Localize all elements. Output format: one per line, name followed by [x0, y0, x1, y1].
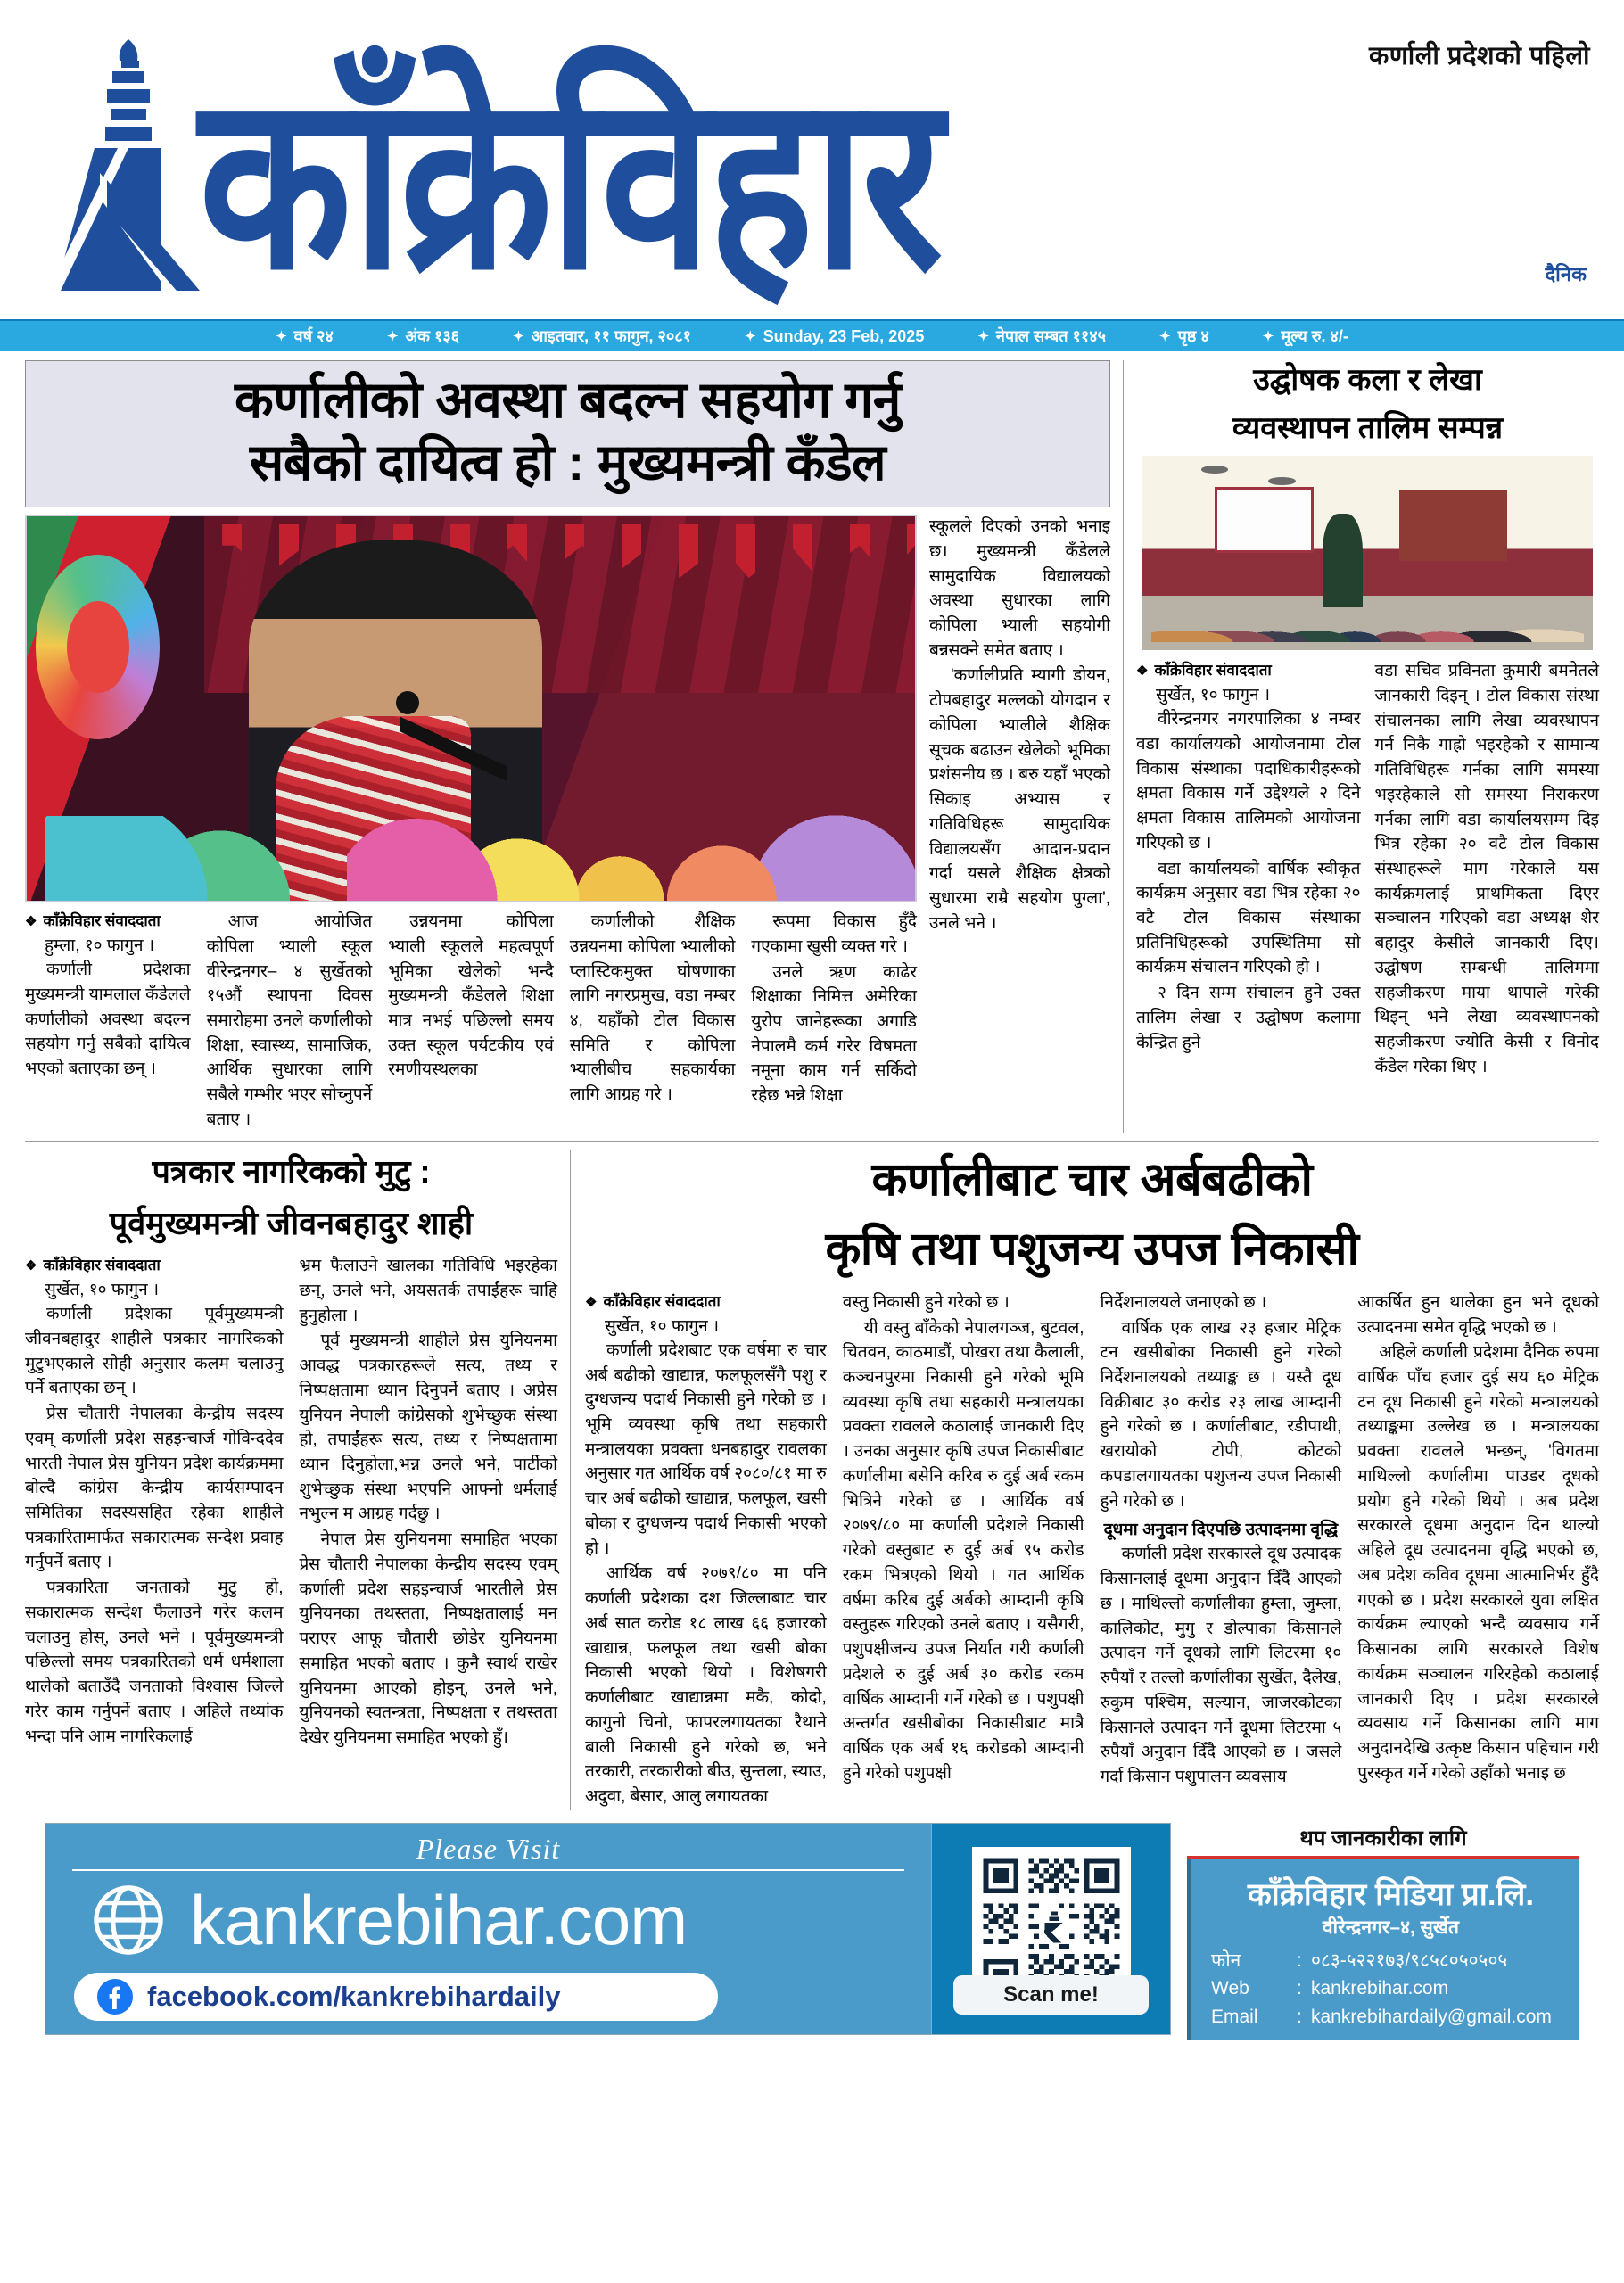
side-headline-line1: उद्घोषक कला र लेखा: [1253, 363, 1482, 397]
lead-paragraph: कर्णाली प्रदेशका मुख्यमन्त्री यामलाल कँडेलले कर्णालीको अवस्था बदल्न सहयोग गर्नु सबैको दायित्व भएको बताएका छन् ।: [25, 960, 191, 1078]
side-byline: [1136, 659, 1361, 680]
article3-paragraph: कर्णाली प्रदेश सरकारले दूध उत्पादक किसानलाई दूधमा अनुदान दिँदै आएको छ । माथिल्लो कर्णालीका हुम्ला, जुम्ला, कालिकोट, मुगु र डोल्पाका किसानले उत्पादन गर्ने दूधको लागि लिटरमा १० रुपैयाँ र तल्लो कर्णालीका सुर्खेत, दैलेख, रुकुम पश्चिम, सल्यान, जाजरकोटका किसानले उत्पादन गर्ने दूधमा लिटरमा ५ रुपैयाँ अनुदान दिँदै आएको छ । जसले गर्दा किसान पशुपालन व्यवसाय: [1100, 1545, 1342, 1786]
qr-caption: Scan me!: [953, 1975, 1149, 2015]
side-byline-label: काँक्रेविहार संवाददाता: [1154, 662, 1272, 680]
lead-dateline: हुम्ला, १० फागुन ।: [45, 936, 155, 956]
side-article: [1124, 360, 1599, 1133]
side-paragraph: २ दिन सम्म संचालन हुने उक्त तालिम लेखा र उद्घोषण कलामा केन्द्रित हुने: [1136, 984, 1361, 1052]
lead-paragraph: स्कूलले दिएको उनको भनाइ छ। मुख्यमन्त्री कँडेलले सामुदायिक विद्यालयको अवस्था सुधारका लागि कोपिला भ्याली सहयोगी बन्नसक्ने समेत बताए ।: [929, 517, 1110, 660]
article3-byline: [585, 1290, 827, 1311]
lead-col-4: [570, 910, 736, 1133]
masthead-title: काँक्रेविहार: [199, 46, 940, 318]
photo-ceiling-fan: [1201, 466, 1228, 474]
lead-left: [25, 515, 917, 1133]
side-paragraph: वडा कार्यालयको वार्षिक स्वीकृत कार्यक्रम अनुसार वडा भित्र रहेका २० वटै टोल विकास संस्थाका प्रतिनिधिहरूको उपस्थितिमा सो कार्यक्रम संचालन गरिएको हो ।: [1136, 859, 1361, 977]
masthead-tagline: कर्णाली प्रदेशको पहिलो: [1369, 42, 1590, 70]
contact-value-phone: ०८३-५२२१७३/९८५८०५०५०५: [1311, 1949, 1508, 1971]
side-columns: [1136, 659, 1599, 1080]
info-item-pages-label: पृष्ठ ४: [1177, 327, 1209, 345]
globe-icon: [90, 1882, 167, 1958]
side-paragraph: वीरेन्द्रनगर नगरपालिका ४ नम्बर वडा कार्यालयको आयोजनामा टोल विकास संस्थाका पदाधिकारीहरूको क्षमता विकास गर्ने उद्देश्यले २ दिने क्षमता विकास तालिमको आयोजना गरिएको छ ।: [1136, 710, 1361, 853]
company-address: वीरेन्द्रनगर–४, सुर्खेत: [1322, 1916, 1460, 1938]
lead-paragraph: उन्नयनमा कोपिला भ्याली स्कूलले महत्वपूर्ण भूमिका खेलेको भन्दै मुख्यमन्त्री कँडेलले शिक्षा मात्र नभई पछिल्लो समय उक्त स्कूल पर्यटकीय एवं रमणीयस्थलका: [388, 912, 554, 1080]
info-item-issue-label: अंक १३६: [405, 327, 460, 345]
info-item-nepali-date: [486, 326, 718, 347]
lead-paragraph: उनले ऋण काढेर शिक्षाका निमित्त अमेरिका युरोप जानेहरूका अगाडि नेपालमै कर्म गरेर विषमता नमूना काम गर्न सर्किदो रहेछ भन्ने शिक्षा: [751, 962, 917, 1106]
contact-row-email[interactable]: [1211, 2003, 1570, 2032]
lead-headline-box: [25, 360, 1110, 507]
newspaper-logo[interactable]: [43, 18, 1059, 318]
kankrebihar-emblem-icon: [43, 23, 221, 300]
lead-byline-label: काँक्रेविहार संवाददाता: [43, 912, 161, 930]
article3-paragraph: कर्णाली प्रदेशबाट एक वर्षमा रु चार अर्ब बढीको खाद्यान्न, फलफूलसँगै पशु र दुग्धजन्य पदार्थ निकासी हुने गरेको छ । भूमि व्यवस्था कृषि तथा सहकारी मन्त्रालयका प्रवक्ता धनबहादुर रावलका अनुसार गत आर्थिक वर्ष २०८०/८१ मा रु चार अर्ब बढीको खाद्यान्न, फलफूल, खसी बोका र दुग्धजन्य पदार्थ निकासी भएको हो ।: [585, 1340, 827, 1558]
lead-paragraph: कर्णालीको शैक्षिक उन्नयनमा कोपिला भ्यालीको प्लास्टिकमुक्त घोषणाका लागि नगरप्रमुख, वडा नम्बर ४, यहाँको टोल विकास समिति र कोपिला भ्यालीबीच सहकार्यका लागि आग्रह गरे ।: [569, 912, 736, 1105]
article3-paragraph: वार्षिक एक लाख २३ हजार मेट्रिक टन खसीबोका निकासी हुने गरेको निर्देशनालयको तथ्याङ्क छ । यस्तै दूध विक्रीबाट ३० करोड २३ लाख आम्दानी हुने गरेको छ । कर्णालीबाट, रडीपाथी, खरायोको टोपी, कोटको कपडालगायतका पशुजन्य उपज निकासी हुने गरेको छ ।: [1100, 1318, 1342, 1511]
article2-byline-label: काँक्रेविहार संवाददाता: [43, 1257, 161, 1274]
photo-participants: [1151, 549, 1584, 643]
article3-columns: [585, 1290, 1599, 1810]
contact-row-web[interactable]: [1211, 1974, 1570, 2003]
mid-section: [25, 1150, 1599, 1810]
photo-paper-fans-lower: [347, 786, 915, 901]
article2-dateline: सुर्खेत, १० फागुन ।: [45, 1281, 160, 1300]
info-item-pages: [1133, 326, 1236, 347]
bullet-icon: ❖: [25, 914, 37, 930]
article3-dateline: सुर्खेत, १० फागुन ।: [605, 1316, 720, 1336]
article2-headline-line2: पूर्वमुख्यमन्त्री जीवनबहादुर शाही: [109, 1204, 474, 1241]
lead-headline-line2: सबैको दायित्व हो : मुख्यमन्त्री कँडेल: [249, 433, 886, 491]
star-icon: ✦: [977, 328, 989, 344]
info-item-year: [249, 326, 360, 347]
article2-col-1: [25, 1254, 284, 1751]
side-paragraph: वडा सचिव प्रविनता कुमारी बमनेतले जानकारी दिइन् । टोल विकास संस्था संचालनका लागि लेखा व्यवस्थापन गर्न निकै गाह्रो भइरहेको र सामान्य गतिविधिहरू गर्नका लागि समस्या भइरहेकाले सो समस्या निराकरण गर्नका लागि वडा कार्यालयसम्म दिइ भित्र रहेका २० वटै टोल विकास संस्थाहरूले माग गरेकाले यस कार्यक्रमलाई प्राथमिकता दिएर सञ्चालन गरिएको वडा अध्यक्ष शेर बहादुर केसीले जानकारी दिए। उद्घोषण सम्बन्धी तालिममा सहजीकरण माया थापाले गरेकी थिइन् भने लेखा व्यवस्थापनको सहजीकरण ज्योति केसी र विनोद कँडेल गरेका थिए ।: [1374, 662, 1599, 1076]
article3-col-3: [1101, 1290, 1342, 1810]
article-agriculture: [571, 1150, 1599, 1810]
contact-details: [1187, 1859, 1579, 2040]
info-item-price: [1236, 326, 1375, 347]
lead-photo: [25, 515, 917, 902]
side-col-2: [1375, 659, 1600, 1080]
article3-byline-label: काँक्रेविहार संवाददाता: [603, 1292, 721, 1310]
lead-columns-upper: [25, 910, 917, 1133]
info-item-nepal-sambat-label: नेपाल सम्बत ११४५: [995, 327, 1106, 345]
info-item-nepal-sambat: [951, 326, 1133, 347]
article2-col-2: [300, 1254, 558, 1751]
issue-info-bar: [0, 319, 1624, 351]
section-divider: [25, 1141, 1599, 1142]
side-photo: [1142, 456, 1593, 650]
lead-paragraph: 'कर्णालीप्रति म्यागी डोयन, टोपबहादुर मल्लको योगदान र कोपिला भ्यालीले शैक्षिक सूचक बढाउन खेलेको भूमिका प्रशंसनीय छ । बरु यहाँ भएको सिकाइ अभ्यास र गतिविधिहरू सामुदायिक विद्यालयसँग आदान-प्रदान गर्दा यसले शैक्षिक क्षेत्रको सुधारमा राम्रै सहयोग पुग्ला', उनले भने ।: [929, 666, 1110, 933]
bullet-icon: ❖: [1136, 663, 1149, 680]
side-dateline: सुर्खेत, १० फागुन ।: [1156, 686, 1271, 705]
article3-paragraph: निर्देशनालयले जनाएको छ ।: [1100, 1292, 1267, 1312]
bottom-advertisement: [45, 1823, 1579, 2035]
article3-col-1: [585, 1290, 827, 1810]
star-icon: ✦: [276, 328, 287, 344]
contact-key-email: Email: [1211, 2006, 1258, 2027]
contact-value-web[interactable]: kankrebihar.com: [1311, 1978, 1449, 1999]
facebook-url[interactable]: facebook.com/kankrebihardaily: [147, 1981, 561, 2013]
contact-key-web: Web: [1211, 1978, 1249, 1999]
website-promo-panel[interactable]: [45, 1823, 932, 2035]
star-icon: ✦: [1158, 328, 1171, 344]
photo-paper-fans-lower-left: [45, 816, 347, 901]
contact-sep: :: [1297, 2006, 1302, 2027]
article3-paragraph: वस्तु निकासी हुने गरेको छ ।: [842, 1292, 1010, 1312]
article2-paragraph: नेपाल प्रेस युनियनमा समाहित भएका प्रेस चौतारी नेपालका केन्द्रीय सदस्य एवम् कर्णाली प्रदेश सहइन्चार्ज भारतीले प्रेस युनियनका तथस्तता, निष्पक्षतालाई मन पराएर आफू चौतारी छोडेर युनियनमा समाहित भएको बताए । कुनै स्वार्थ राखेर युनियनमा आएको होइन्, उनले भने, युनियनको स्वतन्त्रता, निष्पक्षता र तथस्तता देखेर युनियनमा समाहित भएको हुँ।: [299, 1530, 557, 1748]
facebook-icon: [97, 1979, 133, 2015]
lead-col-6: [929, 515, 1110, 1133]
article2-paragraph: कर्णाली प्रदेशका पूर्वमुख्यमन्त्री जीवनबहादुर शाहीले पत्रकार नागरिकको मुटुभएकाले सोही अनुसार कलम चलाउनु पर्ने बताएका छन् ।: [25, 1305, 284, 1398]
article-journalist: [25, 1150, 571, 1810]
contact-sep: :: [1297, 1949, 1302, 1971]
article2-paragraph: पूर्व मुख्यमन्त्री शाहीले प्रेस युनियनमा आवद्ध पत्रकारहरूले सत्य, तथ्य र निष्पक्षतामा ध्यान दिनुपर्ने बताए । अप्रेस युनियन नेपाली कांग्रेसको शुभेच्छुक संस्था हो, तपाईंहरू सत्य, तथ्य र निष्पक्षतामा ध्यान दिनुहोला,भन्न उनले भने, पार्टीको शुभेच्छुक संस्था भएपनि आफ्नो धर्मलाई नभुल्न म आग्रह गर्दछु ।: [299, 1331, 557, 1524]
article3-paragraph: यी वस्तु बाँकेको नेपालगञ्ज, बुटवल, चितवन, काठमाडौं, पोखरा तथा कैलाली, कञ्चनपुरमा निकासी हुने गरेको भूमि व्यवस्था कृषि तथा सहकारी मन्त्रालयका प्रवक्ता रावलले कठालाई जानकारी दिए । उनका अनुसार कृषि उपज निकासीबाट कर्णालीमा बसेनि करिब रु दुई अर्ब रकम भित्रिने गरेको छ । आर्थिक वर्ष २०७९/८० मा कर्णाली प्रदेशले निकासी गरेको वस्तुबाट रु दुई अर्ब ९५ करोड रकम भित्रएको थियो । गत आर्थिक वर्षमा करिब दुई अर्बको आम्दानी कृषि वस्तुहरू गरिएको उनले बताए । यसैगरी, पशुपक्षीजन्य उपज निर्यात गरी कर्णाली प्रदेशले रु दुई अर्ब ३० करोड रकम वार्षिक आम्दानी गर्ने गरेको छ । पशुपक्षी अन्तर्गत खसीबोका निकासीबाट मात्रै वार्षिक एक अर्ब १६ करोडको आम्दानी हुने गरेको पशुपक्षी: [842, 1318, 1084, 1783]
website-url[interactable]: kankrebihar.com: [190, 1881, 688, 1960]
contact-key-phone: फोन: [1211, 1949, 1241, 1971]
lead-col-5: [751, 910, 917, 1133]
article2-paragraph: पत्रकारिता जनताको मुटु हो, सकारात्मक सन्देश फैलाउने गरेर कलम चलाउनु होस्, उनले भने । पूर्वमुख्यमन्त्री पछिल्लो समय पत्रकारितको धर्म धर्मशाला थालेको बताउँदै जनताको विश्वास जिल्ले गरेर काम गर्नुपर्ने बताए । अहिले तथ्यांक भन्दा पनि आम नागरिकलाई: [25, 1578, 284, 1746]
contact-sep: :: [1297, 1978, 1302, 1999]
lead-body: [25, 515, 1110, 1133]
info-item-price-label: मूल्य रु. ४/-: [1281, 327, 1348, 345]
article2-columns: [25, 1254, 557, 1751]
info-item-nepali-date-label: आइतवार, ११ फागुन, २०८१: [531, 327, 691, 345]
info-item-english-date: [718, 327, 951, 346]
lead-col-3: [388, 910, 554, 1133]
article2-byline: [25, 1254, 284, 1274]
star-icon: ✦: [745, 328, 756, 344]
article3-col-4: [1357, 1290, 1599, 1810]
article2-paragraph: प्रेस चौतारी नेपालका केन्द्रीय सदस्य एवम् कर्णाली प्रदेश सहइन्चार्ज गोविन्ददेव भारतीे नेपाल प्रेस युनियन प्रदेश कार्यक्रममा बोल्दै कांग्रेस केन्द्रीय कार्यसम्पादन समितिका सदस्यसहित रहेका शाहीले पत्रकारितामार्फत सकारात्मक सन्देश प्रवाह गर्नुपर्ने बताए ।: [25, 1405, 284, 1572]
contact-row-phone: [1211, 1947, 1570, 1975]
top-section: [25, 360, 1599, 1133]
side-col-1: [1136, 659, 1361, 1080]
lead-article: [25, 360, 1124, 1133]
info-item-english-date-label: Sunday, 23 Feb, 2025: [763, 326, 925, 345]
article3-col-2: [843, 1290, 1084, 1810]
page-body: [0, 351, 1624, 2035]
qr-panel[interactable]: [932, 1823, 1171, 2035]
star-icon: ✦: [386, 328, 399, 344]
article3-headline-line2: कृषि तथा पशुजन्य उपज निकासी: [825, 1224, 1359, 1276]
lead-col-1: [25, 910, 191, 1133]
contact-heading: थप जानकारीका लागि: [1187, 1823, 1579, 1859]
article3-headline-line1: कर्णालीबाट चार अर्बबढीको: [871, 1153, 1313, 1206]
bullet-icon: ❖: [585, 1294, 598, 1310]
contact-panel: [1187, 1823, 1579, 2035]
info-item-year-label: वर्ष २४: [293, 327, 334, 345]
website-row[interactable]: [45, 1882, 931, 1958]
lead-byline: [25, 910, 191, 930]
bullet-icon: ❖: [25, 1258, 37, 1274]
masthead: [0, 0, 1624, 319]
photo-paper-fan-left: [36, 555, 160, 739]
ad-divider: [72, 1869, 904, 1871]
company-name: काँक्रेविहार मिडिया प्रा.लि.: [1247, 1876, 1535, 1912]
lead-headline-line1: कर्णालीको अवस्था बदल्न सहयोग गर्नु: [235, 372, 901, 429]
masthead-subtag: दैनिक: [1545, 263, 1587, 285]
article3-paragraph: आर्थिक वर्ष २०७९/८० मा पनि कर्णाली प्रदेशका दश जिल्लाबाट चार अर्ब सात करोड १८ लाख ६६ हजारको खाद्यान्न, फलफूल तथा खसी बोका निकासी भएको थियो । विशेषगरी कर्णालीबाट खाद्यान्नमा मकै, कोदो, कागुनो चिनो, फापरलगायतका रैथाने बाली निकासी हुने गरेको छ, भने तरकारी, तरकारीको बीउ, सुन्तला, स्याउ, अदुवा, बेसार, आलु लगायतका: [585, 1564, 827, 1806]
article3-paragraph: अहिले कर्णाली प्रदेशमा दैनिक रुपमा वार्षिक पाँच हजार दुई सय ६० मेट्रिक टन दूध निकासी हुने गरेको मन्त्रालयको तथ्याङ्कमा उल्लेख छ । मन्त्रालयका प्रवक्ता रावलले भन्छन्, 'विगतमा माथिल्लो कर्णालीमा पाउडर दूधको प्रयोग हुने गरेको थियो । अब प्रदेश सरकारले दूधमा अनुदान दिन थाल्यो अहिले दूध उत्पादनमा वृद्धि भएको छ, अब प्रदेश कविव दूधमा आत्मानिर्भर हुँदै गएको छ । प्रदेश सरकारले युवा लक्षित कार्यक्रम ल्याएको भन्दै व्यवसाय गर्ने किसानका लागि सरकारले विशेष कार्यक्रम सञ्चालन गरिरहेको कठालाई जानकारी दिए । प्रदेश सरकारले व्यवसाय गर्ने किसानका लागि माग अनुदानदेखि उत्कृष्ट किसान पहिचान गरी पुरस्कृत गर्ने गरेको उहाँको भनाइ छ: [1357, 1343, 1599, 1783]
contact-value-email[interactable]: kankrebihardaily@gmail.com: [1311, 2006, 1552, 2027]
article3-subhead: दूधमा अनुदान दिएपछि उत्पादनमा वृद्धि: [1103, 1521, 1339, 1540]
photo-whiteboard: [1215, 487, 1314, 553]
article2-paragraph: भ्रम फैलाउने खालका गतिविधि भइरहेका छन्, उनले भने, अयसतर्क तपाईंहरू चाहि हुनुहोला ।: [299, 1257, 557, 1325]
side-headline-line2: व्यवस्थापन तालिम सम्पन्न: [1232, 410, 1504, 445]
please-visit-label: Please Visit: [416, 1833, 561, 1866]
star-icon: ✦: [513, 328, 524, 344]
article2-headline-line1: पत्रकार नागरिकको मुटु :: [152, 1152, 431, 1190]
lead-paragraph: रूपमा विकास हुँदै गएकामा खुसी व्यक्त गरे ।: [751, 912, 917, 956]
lead-col-2: [207, 910, 373, 1133]
photo-ceiling-fan: [1268, 477, 1295, 485]
facebook-row[interactable]: [74, 1973, 718, 2021]
article3-paragraph: आकर्षित हुन थालेका हुन भने दूधको उत्पादनमा समेत वृद्धि भएको छ ।: [1357, 1292, 1599, 1337]
photo-microphone: [400, 697, 507, 797]
info-item-issue: [360, 326, 486, 347]
lead-paragraph: आज आयोजित कोपिला भ्याली स्कूल वीरेन्द्रनगर– ४ सुर्खेतको १५औं स्थापना दिवस समारोहमा उनले कर्णालीको शिक्षा, स्वास्थ्य, सामाजिक, आर्थिक सुधारका लागि सबैले गम्भीर भएर सोच्नुपर्ने बताए ।: [206, 912, 373, 1129]
star-icon: ✦: [1262, 328, 1274, 344]
